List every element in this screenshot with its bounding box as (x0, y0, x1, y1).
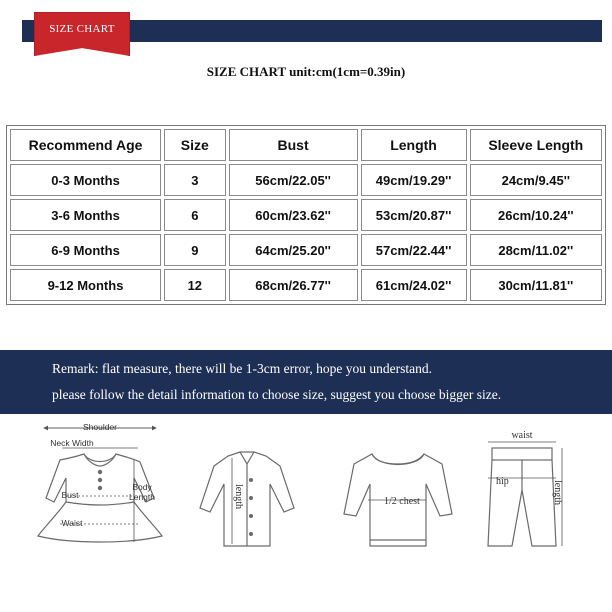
column-header-bust: Bust (229, 129, 358, 161)
pants-hip-label: hip (496, 476, 509, 487)
table-cell: 57cm/22.44'' (361, 234, 467, 266)
table-cell: 24cm/9.45'' (470, 164, 602, 196)
remark-line-2: please follow the detail information to choose size, suggest you choose bigger size. (52, 387, 502, 402)
table-header-row (10, 129, 602, 161)
sweater-chest-label: 1/2 chest (384, 496, 420, 507)
table-cell: 68cm/26.77'' (229, 269, 358, 301)
dress-neck-width-label: Neck Width (50, 438, 94, 448)
table-cell: 49cm/19.29'' (361, 164, 467, 196)
table-row (10, 199, 602, 231)
table-row (10, 269, 602, 301)
table-row (10, 234, 602, 266)
table-cell: 3 (164, 164, 226, 196)
pants-length-label: length (552, 480, 563, 505)
shirt-diagram (200, 452, 294, 546)
pants-waist-label: waist (511, 430, 533, 441)
size-chart-badge-label: SIZE CHART (49, 23, 115, 35)
table-cell: 26cm/10.24'' (470, 199, 602, 231)
table-row (10, 164, 602, 196)
remark-band (0, 350, 612, 414)
dress-body-length-label-1: Body (132, 482, 152, 492)
size-chart-caption: SIZE CHART unit:cm(1cm=0.39in) (206, 64, 406, 79)
table-cell: 6-9 Months (10, 234, 161, 266)
dress-waist-label: Waist (61, 518, 83, 528)
size-table (6, 125, 606, 305)
table-cell: 28cm/11.02'' (470, 234, 602, 266)
table-cell: 3-6 Months (10, 199, 161, 231)
remark-line-1: Remark: flat measure, there will be 1-3cm error, hope you understand. (52, 361, 432, 376)
table-cell: 9-12 Months (10, 269, 161, 301)
column-header-age: Recommend Age (10, 129, 161, 161)
table-cell: 61cm/24.02'' (361, 269, 467, 301)
table-cell: 9 (164, 234, 226, 266)
table-cell: 30cm/11.81'' (470, 269, 602, 301)
column-header-length: Length (361, 129, 467, 161)
table-cell: 6 (164, 199, 226, 231)
column-header-sleeve-length: Sleeve Length (470, 129, 602, 161)
table-cell: 64cm/25.20'' (229, 234, 358, 266)
table-cell: 56cm/22.05'' (229, 164, 358, 196)
table-cell: 60cm/23.62'' (229, 199, 358, 231)
table-cell: 0-3 Months (10, 164, 161, 196)
dress-body-length-label-2: Length (129, 492, 155, 502)
shirt-length-label: length (233, 484, 244, 509)
pants-diagram (488, 448, 556, 546)
dress-shoulder-label: Shoulder (82, 422, 118, 432)
dress-bust-label: Bust (61, 490, 79, 500)
table-cell: 53cm/20.87'' (361, 199, 467, 231)
column-header-size: Size (164, 129, 226, 161)
measurement-diagrams (0, 418, 612, 612)
table-cell: 12 (164, 269, 226, 301)
